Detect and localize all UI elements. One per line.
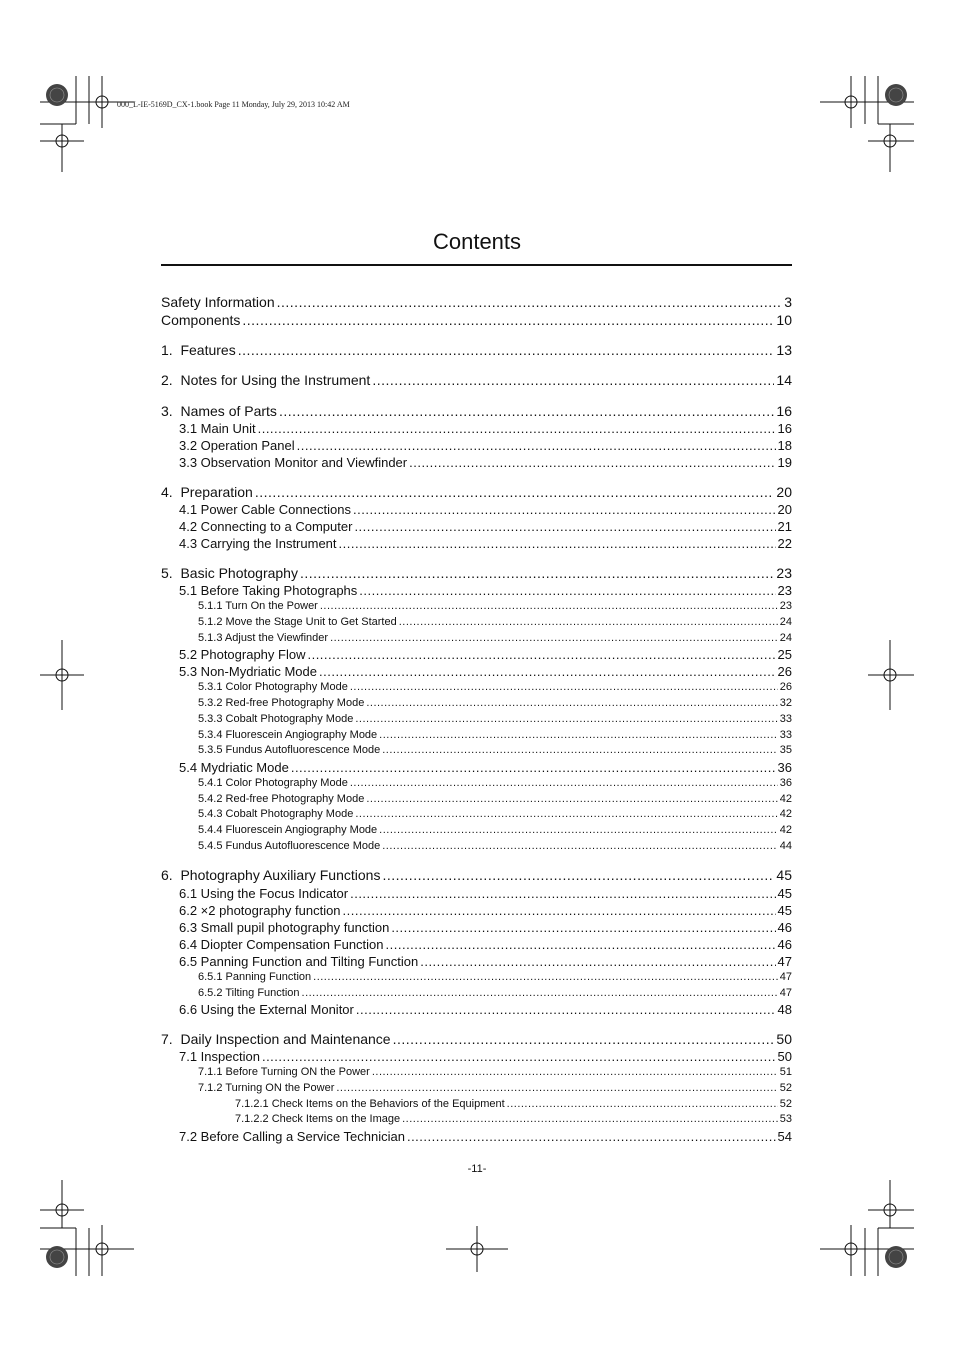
toc-entry[interactable] bbox=[198, 600, 792, 612]
toc-entry[interactable] bbox=[161, 1031, 792, 1047]
toc-entry-label: 5.1 Before Taking Photographs bbox=[179, 583, 358, 598]
toc-entry[interactable] bbox=[179, 1002, 792, 1017]
toc-leader-dots bbox=[382, 840, 778, 852]
toc-leader-dots bbox=[255, 484, 775, 500]
toc-leader-dots bbox=[330, 632, 778, 644]
toc-entry-page: 47 bbox=[779, 987, 792, 999]
toc-leader-dots bbox=[313, 971, 778, 983]
toc-entry-page: 24 bbox=[779, 616, 792, 628]
toc-entry-label: 5.1.1 Turn On the Power bbox=[198, 600, 318, 612]
toc-entry-label: 7.1 Inspection bbox=[179, 1049, 260, 1064]
toc-entry-page: 54 bbox=[777, 1129, 792, 1144]
toc-entry-page: 35 bbox=[779, 744, 792, 756]
toc-leader-dots bbox=[507, 1098, 778, 1110]
toc-entry-page: 33 bbox=[779, 729, 792, 741]
toc-entry[interactable] bbox=[179, 421, 792, 436]
toc-leader-dots bbox=[350, 886, 775, 901]
toc-entry[interactable] bbox=[198, 681, 792, 693]
toc-entry-page: 23 bbox=[777, 583, 792, 598]
toc-entry[interactable] bbox=[198, 777, 792, 789]
toc-leader-dots bbox=[366, 697, 777, 709]
toc-entry-label: 6.3 Small pupil photography function bbox=[179, 920, 390, 935]
toc-entry-label: 6.5 Panning Function and Tilting Function bbox=[179, 954, 419, 969]
toc-entry[interactable] bbox=[179, 455, 792, 470]
toc-entry-label: Components bbox=[161, 312, 241, 328]
toc-entry-page: 19 bbox=[777, 455, 792, 470]
toc-entry-label: 5.2 Photography Flow bbox=[179, 647, 306, 662]
toc-entry[interactable] bbox=[179, 583, 792, 598]
toc-entry-label: 3.2 Operation Panel bbox=[179, 438, 295, 453]
toc-entry-label: 5.4 Mydriatic Mode bbox=[179, 760, 289, 775]
toc-entry-page: 36 bbox=[777, 760, 792, 775]
toc-leader-dots bbox=[291, 760, 776, 775]
toc-leader-dots bbox=[355, 808, 777, 820]
toc-entry-page: 22 bbox=[777, 536, 792, 551]
toc-entry-label: 2. Notes for Using the Instrument bbox=[161, 372, 371, 388]
toc-entry-page: 52 bbox=[779, 1098, 792, 1110]
toc-entry-label: 5.4.4 Fluorescein Angiography Mode bbox=[198, 824, 378, 836]
toc-entry-label: 7.2 Before Calling a Service Technician bbox=[179, 1129, 405, 1144]
toc-leader-dots bbox=[386, 937, 776, 952]
toc-entry-label: 5.1.2 Move the Stage Unit to Get Started bbox=[198, 616, 397, 628]
toc-leader-dots bbox=[343, 903, 776, 918]
toc-entry[interactable] bbox=[198, 744, 792, 756]
toc-entry[interactable] bbox=[179, 760, 792, 775]
toc-leader-dots bbox=[391, 920, 775, 935]
toc-entry-label: 5.3.4 Fluorescein Angiography Mode bbox=[198, 729, 378, 741]
toc-leader-dots bbox=[402, 1113, 778, 1125]
toc-entry-page: 25 bbox=[777, 647, 792, 662]
toc-entry-label: 5.3.3 Cobalt Photography Mode bbox=[198, 713, 354, 725]
toc-entry[interactable] bbox=[179, 664, 792, 679]
toc-entry[interactable] bbox=[198, 729, 792, 741]
toc-entry-label: 7.1.2.2 Check Items on the Image bbox=[235, 1113, 401, 1125]
toc-entry[interactable] bbox=[198, 713, 792, 725]
toc-entry-page: 20 bbox=[776, 484, 792, 500]
toc-leader-dots bbox=[339, 536, 776, 551]
toc-entry[interactable] bbox=[179, 920, 792, 935]
toc-entry[interactable] bbox=[198, 824, 792, 836]
toc-entry-page: 20 bbox=[777, 502, 792, 517]
toc-entry-label: Safety Information bbox=[161, 294, 275, 310]
toc-leader-dots bbox=[372, 372, 774, 388]
toc-entry[interactable] bbox=[198, 697, 792, 709]
print-header: 000_L-IE-5169D_CX-1.book Page 11 Monday, July 29, 2013 10:42 AM bbox=[117, 100, 350, 109]
toc-entry-page: 46 bbox=[777, 920, 792, 935]
toc-entry-label: 5.1.3 Adjust the Viewfinder bbox=[198, 632, 329, 644]
toc-leader-dots bbox=[302, 987, 778, 999]
toc-entry[interactable] bbox=[198, 1066, 792, 1078]
toc-leader-dots bbox=[277, 294, 783, 310]
toc-entry[interactable] bbox=[235, 1113, 792, 1125]
toc-entry-page: 48 bbox=[777, 1002, 792, 1017]
toc-entry[interactable] bbox=[161, 867, 792, 883]
toc-leader-dots bbox=[379, 729, 778, 741]
toc-entry-page: 16 bbox=[776, 403, 792, 419]
toc-entry[interactable] bbox=[198, 1082, 792, 1094]
toc-entry[interactable] bbox=[198, 987, 792, 999]
toc-entry-label: 4.1 Power Cable Connections bbox=[179, 502, 351, 517]
toc-entry-label: 7.1.1 Before Turning ON the Power bbox=[198, 1066, 370, 1078]
toc-leader-dots bbox=[407, 1129, 776, 1144]
toc-entry[interactable] bbox=[179, 1129, 792, 1144]
toc-entry[interactable] bbox=[161, 342, 792, 358]
toc-entry[interactable] bbox=[161, 372, 792, 388]
toc-entry[interactable] bbox=[161, 312, 792, 328]
toc-entry-label: 3. Names of Parts bbox=[161, 403, 277, 419]
toc-leader-dots bbox=[279, 403, 774, 419]
toc-entry-label: 4.3 Carrying the Instrument bbox=[179, 536, 337, 551]
toc-leader-dots bbox=[366, 793, 777, 805]
toc-entry[interactable] bbox=[198, 808, 792, 820]
toc-entry-page: 13 bbox=[776, 342, 792, 358]
toc-entry-page: 36 bbox=[779, 777, 792, 789]
toc-leader-dots bbox=[354, 519, 775, 534]
toc-entry-page: 45 bbox=[776, 867, 792, 883]
toc-entry-label: 3.1 Main Unit bbox=[179, 421, 256, 436]
toc-entry[interactable] bbox=[161, 294, 792, 310]
toc-leader-dots bbox=[238, 342, 775, 358]
toc-entry[interactable] bbox=[179, 954, 792, 969]
toc-entry-page: 3 bbox=[784, 294, 792, 310]
toc-leader-dots bbox=[356, 1002, 776, 1017]
toc-entry-page: 26 bbox=[779, 681, 792, 693]
toc-entry-page: 24 bbox=[779, 632, 792, 644]
toc-entry-label: 7.1.2 Turning ON the Power bbox=[198, 1082, 335, 1094]
toc-entry-page: 53 bbox=[779, 1113, 792, 1125]
toc-leader-dots bbox=[319, 664, 776, 679]
toc-leader-dots bbox=[420, 954, 775, 969]
toc-entry[interactable] bbox=[179, 536, 792, 551]
toc-entry-page: 18 bbox=[777, 438, 792, 453]
toc-entry-page: 42 bbox=[779, 824, 792, 836]
toc-entry-label: 6.2 ×2 photography function bbox=[179, 903, 341, 918]
toc-entry-label: 5.4.1 Color Photography Mode bbox=[198, 777, 348, 789]
toc-entry[interactable] bbox=[161, 484, 792, 500]
toc-entry-label: 5.4.3 Cobalt Photography Mode bbox=[198, 808, 354, 820]
toc-leader-dots bbox=[297, 438, 776, 453]
toc-entry-label: 6.5.2 Tilting Function bbox=[198, 987, 300, 999]
toc-entry-page: 14 bbox=[776, 372, 792, 388]
toc-leader-dots bbox=[355, 713, 777, 725]
toc-entry-page: 26 bbox=[777, 664, 792, 679]
toc-entry-page: 46 bbox=[777, 937, 792, 952]
toc-entry[interactable] bbox=[179, 937, 792, 952]
toc-leader-dots bbox=[372, 1066, 778, 1078]
toc-leader-dots bbox=[382, 867, 774, 883]
page-title: Contents bbox=[432, 229, 522, 254]
toc-leader-dots bbox=[353, 502, 776, 517]
toc-entry-label: 6.6 Using the External Monitor bbox=[179, 1002, 354, 1017]
toc-entry-page: 21 bbox=[777, 519, 792, 534]
toc-entry[interactable] bbox=[179, 886, 792, 901]
toc-entry[interactable] bbox=[198, 632, 792, 644]
toc-leader-dots bbox=[258, 421, 776, 436]
toc-entry-label: 5.4.5 Fundus Autofluorescence Mode bbox=[198, 840, 381, 852]
toc-entry-page: 52 bbox=[779, 1082, 792, 1094]
toc-entry-page: 50 bbox=[777, 1049, 792, 1064]
toc-entry-page: 47 bbox=[779, 971, 792, 983]
toc-entry-label: 1. Features bbox=[161, 342, 236, 358]
toc-entry-page: 32 bbox=[779, 697, 792, 709]
toc-leader-dots bbox=[379, 824, 778, 836]
toc-leader-dots bbox=[350, 681, 778, 693]
toc-entry[interactable] bbox=[179, 647, 792, 662]
toc-leader-dots bbox=[300, 565, 774, 581]
toc-entry-page: 45 bbox=[777, 886, 792, 901]
toc-entry-page: 16 bbox=[777, 421, 792, 436]
toc-leader-dots bbox=[350, 777, 778, 789]
toc-entry-label: 5.3.5 Fundus Autofluorescence Mode bbox=[198, 744, 381, 756]
toc-entry-label: 7.1.2.1 Check Items on the Behaviors of the Equipment bbox=[235, 1098, 505, 1110]
toc-entry-page: 42 bbox=[779, 793, 792, 805]
toc-entry-label: 4.2 Connecting to a Computer bbox=[179, 519, 353, 534]
toc-entry-page: 45 bbox=[777, 903, 792, 918]
toc-entry-page: 33 bbox=[779, 713, 792, 725]
toc-entry[interactable] bbox=[198, 616, 792, 628]
toc-leader-dots bbox=[382, 744, 778, 756]
toc-entry[interactable] bbox=[198, 793, 792, 805]
toc-entry-label: 6. Photography Auxiliary Functions bbox=[161, 867, 381, 883]
toc-entry-page: 23 bbox=[776, 565, 792, 581]
toc-entry[interactable] bbox=[179, 1049, 792, 1064]
toc-leader-dots bbox=[336, 1082, 777, 1094]
toc-entry[interactable] bbox=[179, 519, 792, 534]
toc-entry-label: 5.3.2 Red-free Photography Mode bbox=[198, 697, 365, 709]
toc-entry[interactable] bbox=[198, 840, 792, 852]
toc-entry[interactable] bbox=[179, 903, 792, 918]
toc-entry[interactable] bbox=[161, 565, 792, 581]
toc-entry[interactable] bbox=[179, 502, 792, 517]
toc-leader-dots bbox=[359, 583, 775, 598]
toc-entry-label: 5.3 Non-Mydriatic Mode bbox=[179, 664, 317, 679]
title-rule bbox=[161, 264, 792, 266]
toc-leader-dots bbox=[399, 616, 778, 628]
toc-leader-dots bbox=[242, 312, 774, 328]
page-number: -11- bbox=[467, 1163, 487, 1175]
toc-entry-page: 42 bbox=[779, 808, 792, 820]
toc-entry-page: 50 bbox=[776, 1031, 792, 1047]
toc-entry-label: 4. Preparation bbox=[161, 484, 253, 500]
toc-entry-label: 3.3 Observation Monitor and Viewfinder bbox=[179, 455, 408, 470]
toc-entry-label: 5. Basic Photography bbox=[161, 565, 298, 581]
toc-entry[interactable] bbox=[198, 971, 792, 983]
toc-leader-dots bbox=[409, 455, 775, 470]
toc-entry-label: 6.5.1 Panning Function bbox=[198, 971, 312, 983]
toc-entry-label: 6.1 Using the Focus Indicator bbox=[179, 886, 349, 901]
toc-entry-page: 10 bbox=[776, 312, 792, 328]
toc-entry-label: 7. Daily Inspection and Maintenance bbox=[161, 1031, 391, 1047]
toc-leader-dots bbox=[393, 1031, 775, 1047]
toc-leader-dots bbox=[307, 647, 775, 662]
toc-entry-page: 44 bbox=[779, 840, 792, 852]
toc-entry-label: 5.3.1 Color Photography Mode bbox=[198, 681, 348, 693]
toc-entry[interactable] bbox=[235, 1098, 792, 1110]
toc-entry-page: 51 bbox=[779, 1066, 792, 1078]
toc-entry[interactable] bbox=[161, 403, 792, 419]
toc-entry-page: 47 bbox=[777, 954, 792, 969]
toc-entry-label: 5.4.2 Red-free Photography Mode bbox=[198, 793, 365, 805]
toc-entry-label: 6.4 Diopter Compensation Function bbox=[179, 937, 384, 952]
toc-leader-dots bbox=[320, 600, 778, 612]
toc-entry[interactable] bbox=[179, 438, 792, 453]
toc-leader-dots bbox=[262, 1049, 776, 1064]
toc-entry-page: 23 bbox=[779, 600, 792, 612]
